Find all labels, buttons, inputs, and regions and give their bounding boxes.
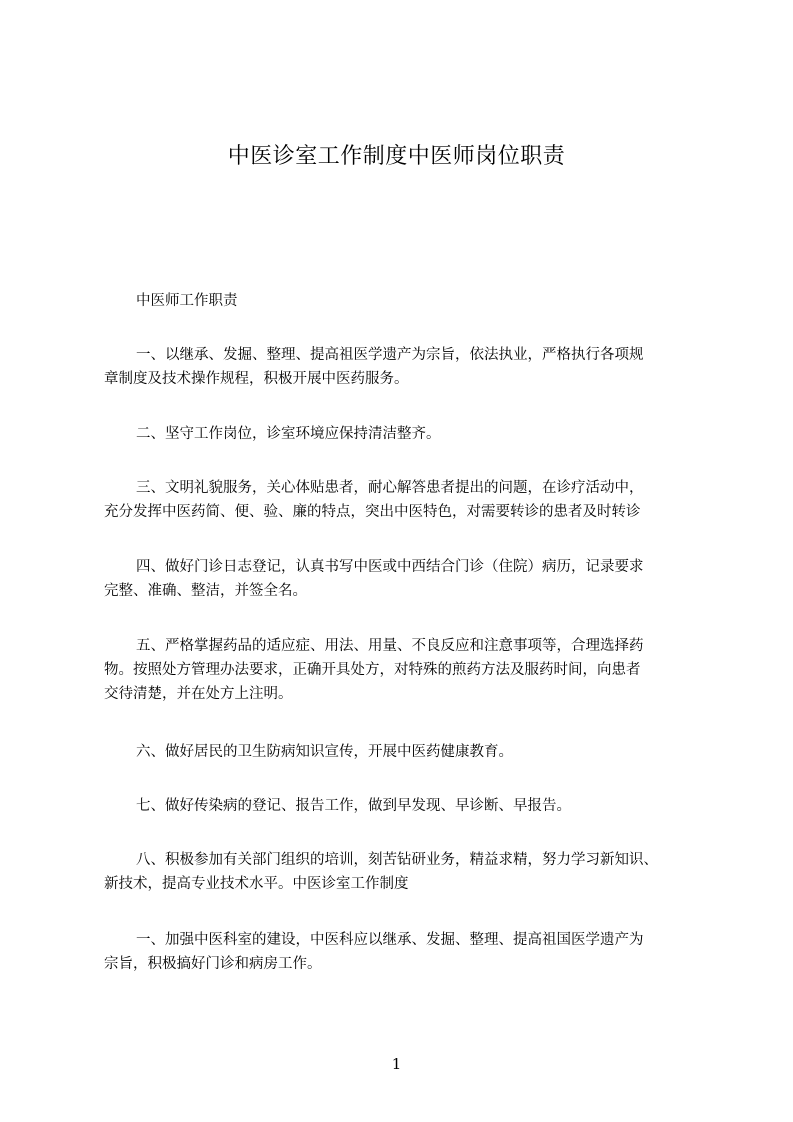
- paragraph-3: [104, 476, 704, 524]
- document-title: 中医诊室工作制度中医师岗位职责: [227, 144, 566, 169]
- paragraph-line: 充分发挥中医药简、便、验、廉的特点，突出中医特色，对需要转诊的患者及时转诊: [104, 504, 641, 520]
- section-heading: [104, 289, 704, 313]
- paragraph-line: 八、积极参加有关部门组织的培训，刻苦钻研业务，精益求精，努力学习新知识、: [136, 852, 658, 868]
- paragraph-line: 三、文明礼貌服务，关心体贴患者，耐心解答患者提出的问题，在诊疗活动中，: [136, 480, 644, 496]
- paragraph-line: 完整、准确、整洁，并签全名。: [104, 583, 307, 599]
- paragraph-line: 一、加强中医科室的建设，中医科应以继承、发掘、整理、提高祖国医学遗产为: [136, 932, 644, 948]
- paragraph-line: 二、坚守工作岗位，诊室环境应保持清洁整齐。: [136, 426, 441, 442]
- paragraph-6: [104, 740, 704, 764]
- paragraph-line: 六、做好居民的卫生防病知识宣传，开展中医药健康教育。: [136, 744, 513, 760]
- paragraph-5: [104, 634, 704, 706]
- paragraph-line: 一、以继承、发掘、整理、提高祖医学遗产为宗旨，依法执业，严格执行各项规: [136, 347, 644, 363]
- paragraph-line: 七、做好传染病的登记、报告工作，做到早发现、早诊断、早报告。: [136, 798, 571, 814]
- page-number: 1: [391, 1055, 402, 1073]
- section-heading-text: 中医师工作职责: [136, 293, 238, 309]
- paragraph-line: 宗旨，积极搞好门诊和病房工作。: [104, 956, 322, 972]
- paragraph-7: [104, 794, 704, 818]
- paragraph-line: 章制度及技术操作规程，积极开展中医药服务。: [104, 371, 409, 387]
- paragraph-2: [104, 422, 704, 446]
- paragraph-line: 四、做好门诊日志登记，认真书写中医或中西结合门诊（住院）病历，记录要求: [136, 559, 644, 575]
- paragraph-line: 交待清楚，并在处方上注明。: [104, 686, 293, 702]
- paragraph-9: [104, 928, 704, 976]
- paragraph-line: 新技术，提高专业技术水平。中医诊室工作制度: [104, 876, 409, 892]
- paragraph-line: 五、严格掌握药品的适应症、用法、用量、不良反应和注意事项等，合理选择药: [136, 638, 644, 654]
- paragraph-line: 物。按照处方管理办法要求，正确开具处方，对特殊的煎药方法及服药时间，向患者: [104, 662, 641, 678]
- paragraph-1: [104, 343, 704, 391]
- paragraph-4: [104, 555, 704, 603]
- paragraph-8: [104, 848, 704, 896]
